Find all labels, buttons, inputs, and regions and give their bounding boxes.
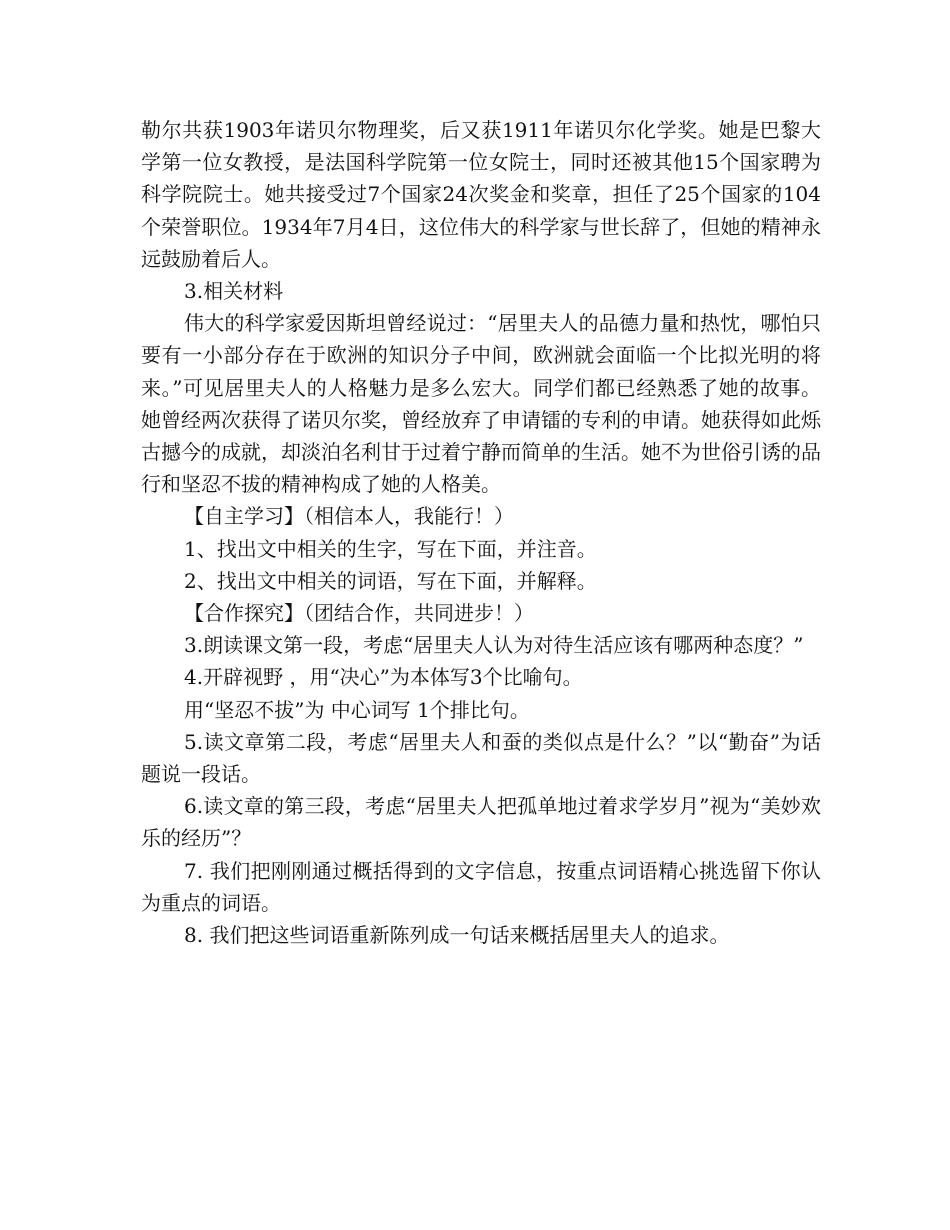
task-item-3: 3.朗读课文第一段，考虑“居里夫人认为对待生活应该有哪两种态度？”	[184, 633, 804, 658]
task-item-4: 4.开辟视野 ，用“决心”为本体写3个比喻句。	[184, 665, 583, 690]
document-page	[141, 114, 821, 951]
task-item-2: 2、找出文中相关的词语，写在下面，并解释。	[184, 568, 597, 593]
task-item-4-sub: 用“坚忍不拔”为 中心词写 1个排比句。	[184, 697, 530, 722]
section-heading-cooperative-inquiry: 【合作探究】（团结合作，共同进步！）	[184, 601, 534, 626]
task-item-7: 7. 我们把刚刚通过概括得到的文字信息，按重点词语精心挑选留下你认为重点的词语。	[141, 858, 821, 915]
task-item-6: 6.读文章的第三段，考虑“居里夫人把孤单地过着求学岁月”视为“美妙欢乐的经历”？	[141, 794, 821, 851]
section-heading-related-materials: 3.相关材料	[184, 279, 284, 304]
task-item-1: 1、找出文中相关的生字，写在下面，并注音。	[184, 536, 597, 561]
paragraph-biography: 勒尔共获1903年诺贝尔物理奖，后又获1911年诺贝尔化学奖。她是巴黎大学第一位女教授，是法国科学院第一位女院士，同时还被其他15个国家聘为科学院院士。她共接受过7个国家24次奖金和奖章，担任了25个国家的104个荣誉职位。1934年7月4日，这位伟大的科学家与世长辞了，但她的精神永远鼓励着后人。	[141, 118, 821, 271]
task-item-5: 5.读文章第二段，考虑“居里夫人和蚕的类似点是什么？”以“勤奋”为话题说一段话。	[141, 729, 821, 787]
task-item-8: 8. 我们把这些词语重新陈列成一句话来概括居里夫人的追求。	[184, 923, 730, 948]
paragraph-einstein-quote: 伟大的科学家爱因斯坦曾经说过：“居里夫人的品德力量和热忱，哪怕只要有一小部分存在于欧洲的知识分子中间，欧洲就会面临一个比拟光明的将来。”可见居里夫人的人格魅力是多么宏大。同学们都已经熟悉了她的故事。她曾经两次获得了诺贝尔奖，曾经放弃了申请镭的专利的申请。她获得如此烁古撼今的成就，却淡泊名利甘于过着宁静而简单的生活。她不为世俗引诱的品行和坚忍不拔的精神构成了她的人格美。	[141, 311, 821, 497]
section-heading-self-study: 【自主学习】（相信本人，我能行！）	[184, 504, 514, 529]
